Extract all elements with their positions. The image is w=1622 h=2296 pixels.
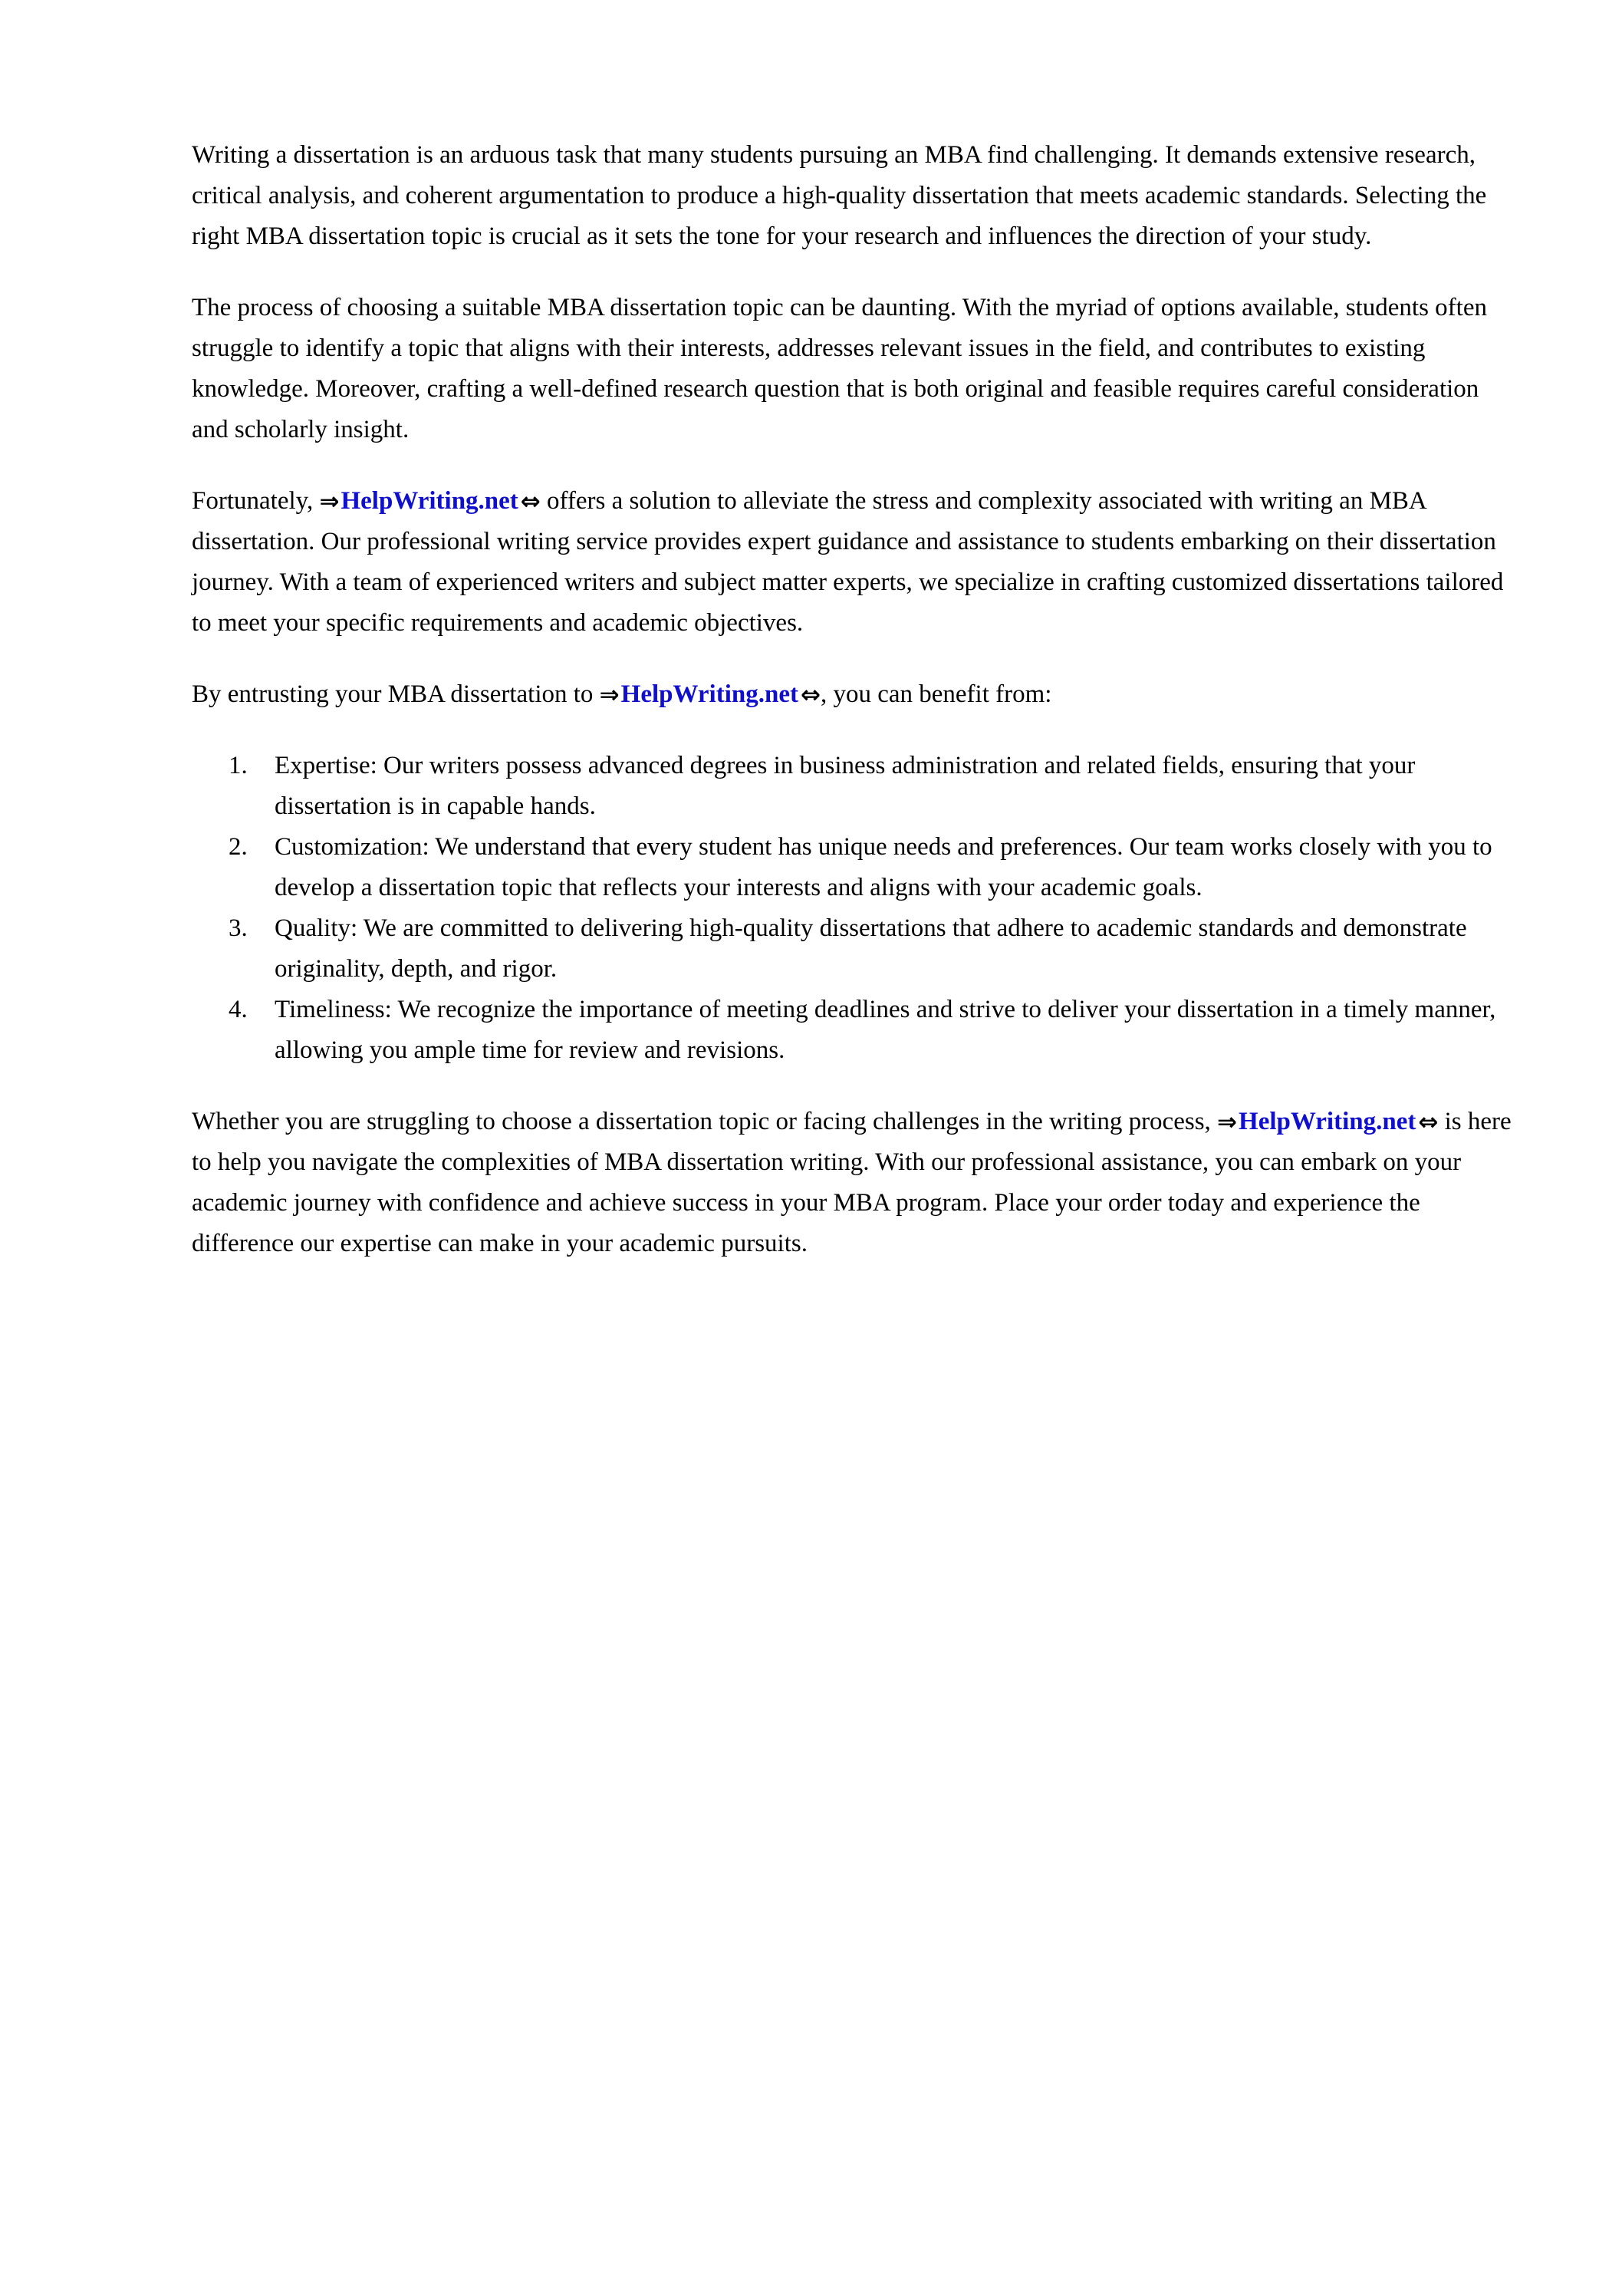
list-item xyxy=(192,746,1517,827)
document-body xyxy=(192,135,1517,1264)
helpwriting-link-1[interactable]: HelpWriting.net xyxy=(341,487,518,515)
helpwriting-link-group-3[interactable] xyxy=(1217,1108,1438,1135)
helpwriting-link-2[interactable]: HelpWriting.net xyxy=(620,680,798,708)
double-arrow-right-icon: ⇒ xyxy=(599,681,620,709)
paragraph-benefits-lead xyxy=(192,674,1517,715)
helpwriting-link-group-1[interactable] xyxy=(320,487,541,515)
list-item-text: Customization: We understand that every student has unique needs and preferences. Our team works closely with you to develop a dissertation topic that reflects your interests and aligns with your academic goals. xyxy=(275,833,1492,901)
double-arrow-left-right-icon: ⇔ xyxy=(1418,1108,1439,1136)
paragraph-process xyxy=(192,288,1517,450)
list-item xyxy=(192,908,1517,990)
paragraph-solution xyxy=(192,481,1517,644)
paragraph-benefits-lead-text: By entrusting your MBA dissertation to xyxy=(192,680,600,708)
list-item xyxy=(192,827,1517,908)
paragraph-intro xyxy=(192,135,1517,257)
paragraph-process-text: The process of choosing a suitable MBA dissertation topic can be daunting. With the myriad of options available, students often struggle to identify a topic that aligns with their interests, addresses relevant issues in the field, and contributes to existing knowledge. Moreover, crafting a well-defined research question that is both original and feasible requires careful consideration and scholarly insight. xyxy=(192,294,1487,443)
double-arrow-right-icon: ⇒ xyxy=(319,488,340,516)
helpwriting-link-group-2[interactable] xyxy=(600,680,821,708)
double-arrow-right-icon: ⇒ xyxy=(1217,1108,1238,1136)
paragraph-benefits-lead-tail-text: , you can benefit from: xyxy=(820,680,1052,708)
paragraph-closing-tail-text: is here to help you navigate the complexities of MBA dissertation writing. With our professional assistance, you can embark on your academic journey with confidence and achieve success in your MBA program. Place your order today and experience the difference our expertise can make in your academic pursuits. xyxy=(192,1108,1512,1257)
list-item-text: Quality: We are committed to delivering high-quality dissertations that adhere to academic standards and demonstrate originality, depth, and rigor. xyxy=(275,914,1467,983)
paragraph-closing xyxy=(192,1102,1517,1264)
paragraph-closing-lead-text: Whether you are struggling to choose a dissertation topic or facing challenges in the writing process, xyxy=(192,1108,1218,1135)
list-item-text: Expertise: Our writers possess advanced degrees in business administration and related fields, ensuring that your dissertation is in capable hands. xyxy=(275,752,1416,820)
paragraph-solution-lead-text: Fortunately, xyxy=(192,487,320,515)
benefits-list xyxy=(192,746,1517,1071)
list-item xyxy=(192,990,1517,1071)
double-arrow-left-right-icon: ⇔ xyxy=(800,681,821,709)
list-item-text: Timeliness: We recognize the importance of meeting deadlines and strive to deliver your dissertation in a timely manner, allowing you ample time for review and revisions. xyxy=(275,996,1496,1064)
paragraph-solution-tail-text: offers a solution to alleviate the stress and complexity associated with writing an MBA dissertation. Our professional writing service provides expert guidance and assistance to students embarking on their dissertation journey. With a team of experienced writers and subject matter experts, we specialize in crafting customized dissertations tailored to meet your specific requirements and academic objectives. xyxy=(192,487,1504,637)
double-arrow-left-right-icon: ⇔ xyxy=(520,488,541,516)
paragraph-intro-text: Writing a dissertation is an arduous task that many students pursuing an MBA find challenging. It demands extensive research, critical analysis, and coherent argumentation to produce a high-quality dissertation that meets academic standards. Selecting the right MBA dissertation topic is crucial as it sets the tone for your research and influences the direction of your study. xyxy=(192,141,1487,250)
helpwriting-link-3[interactable]: HelpWriting.net xyxy=(1239,1108,1416,1135)
